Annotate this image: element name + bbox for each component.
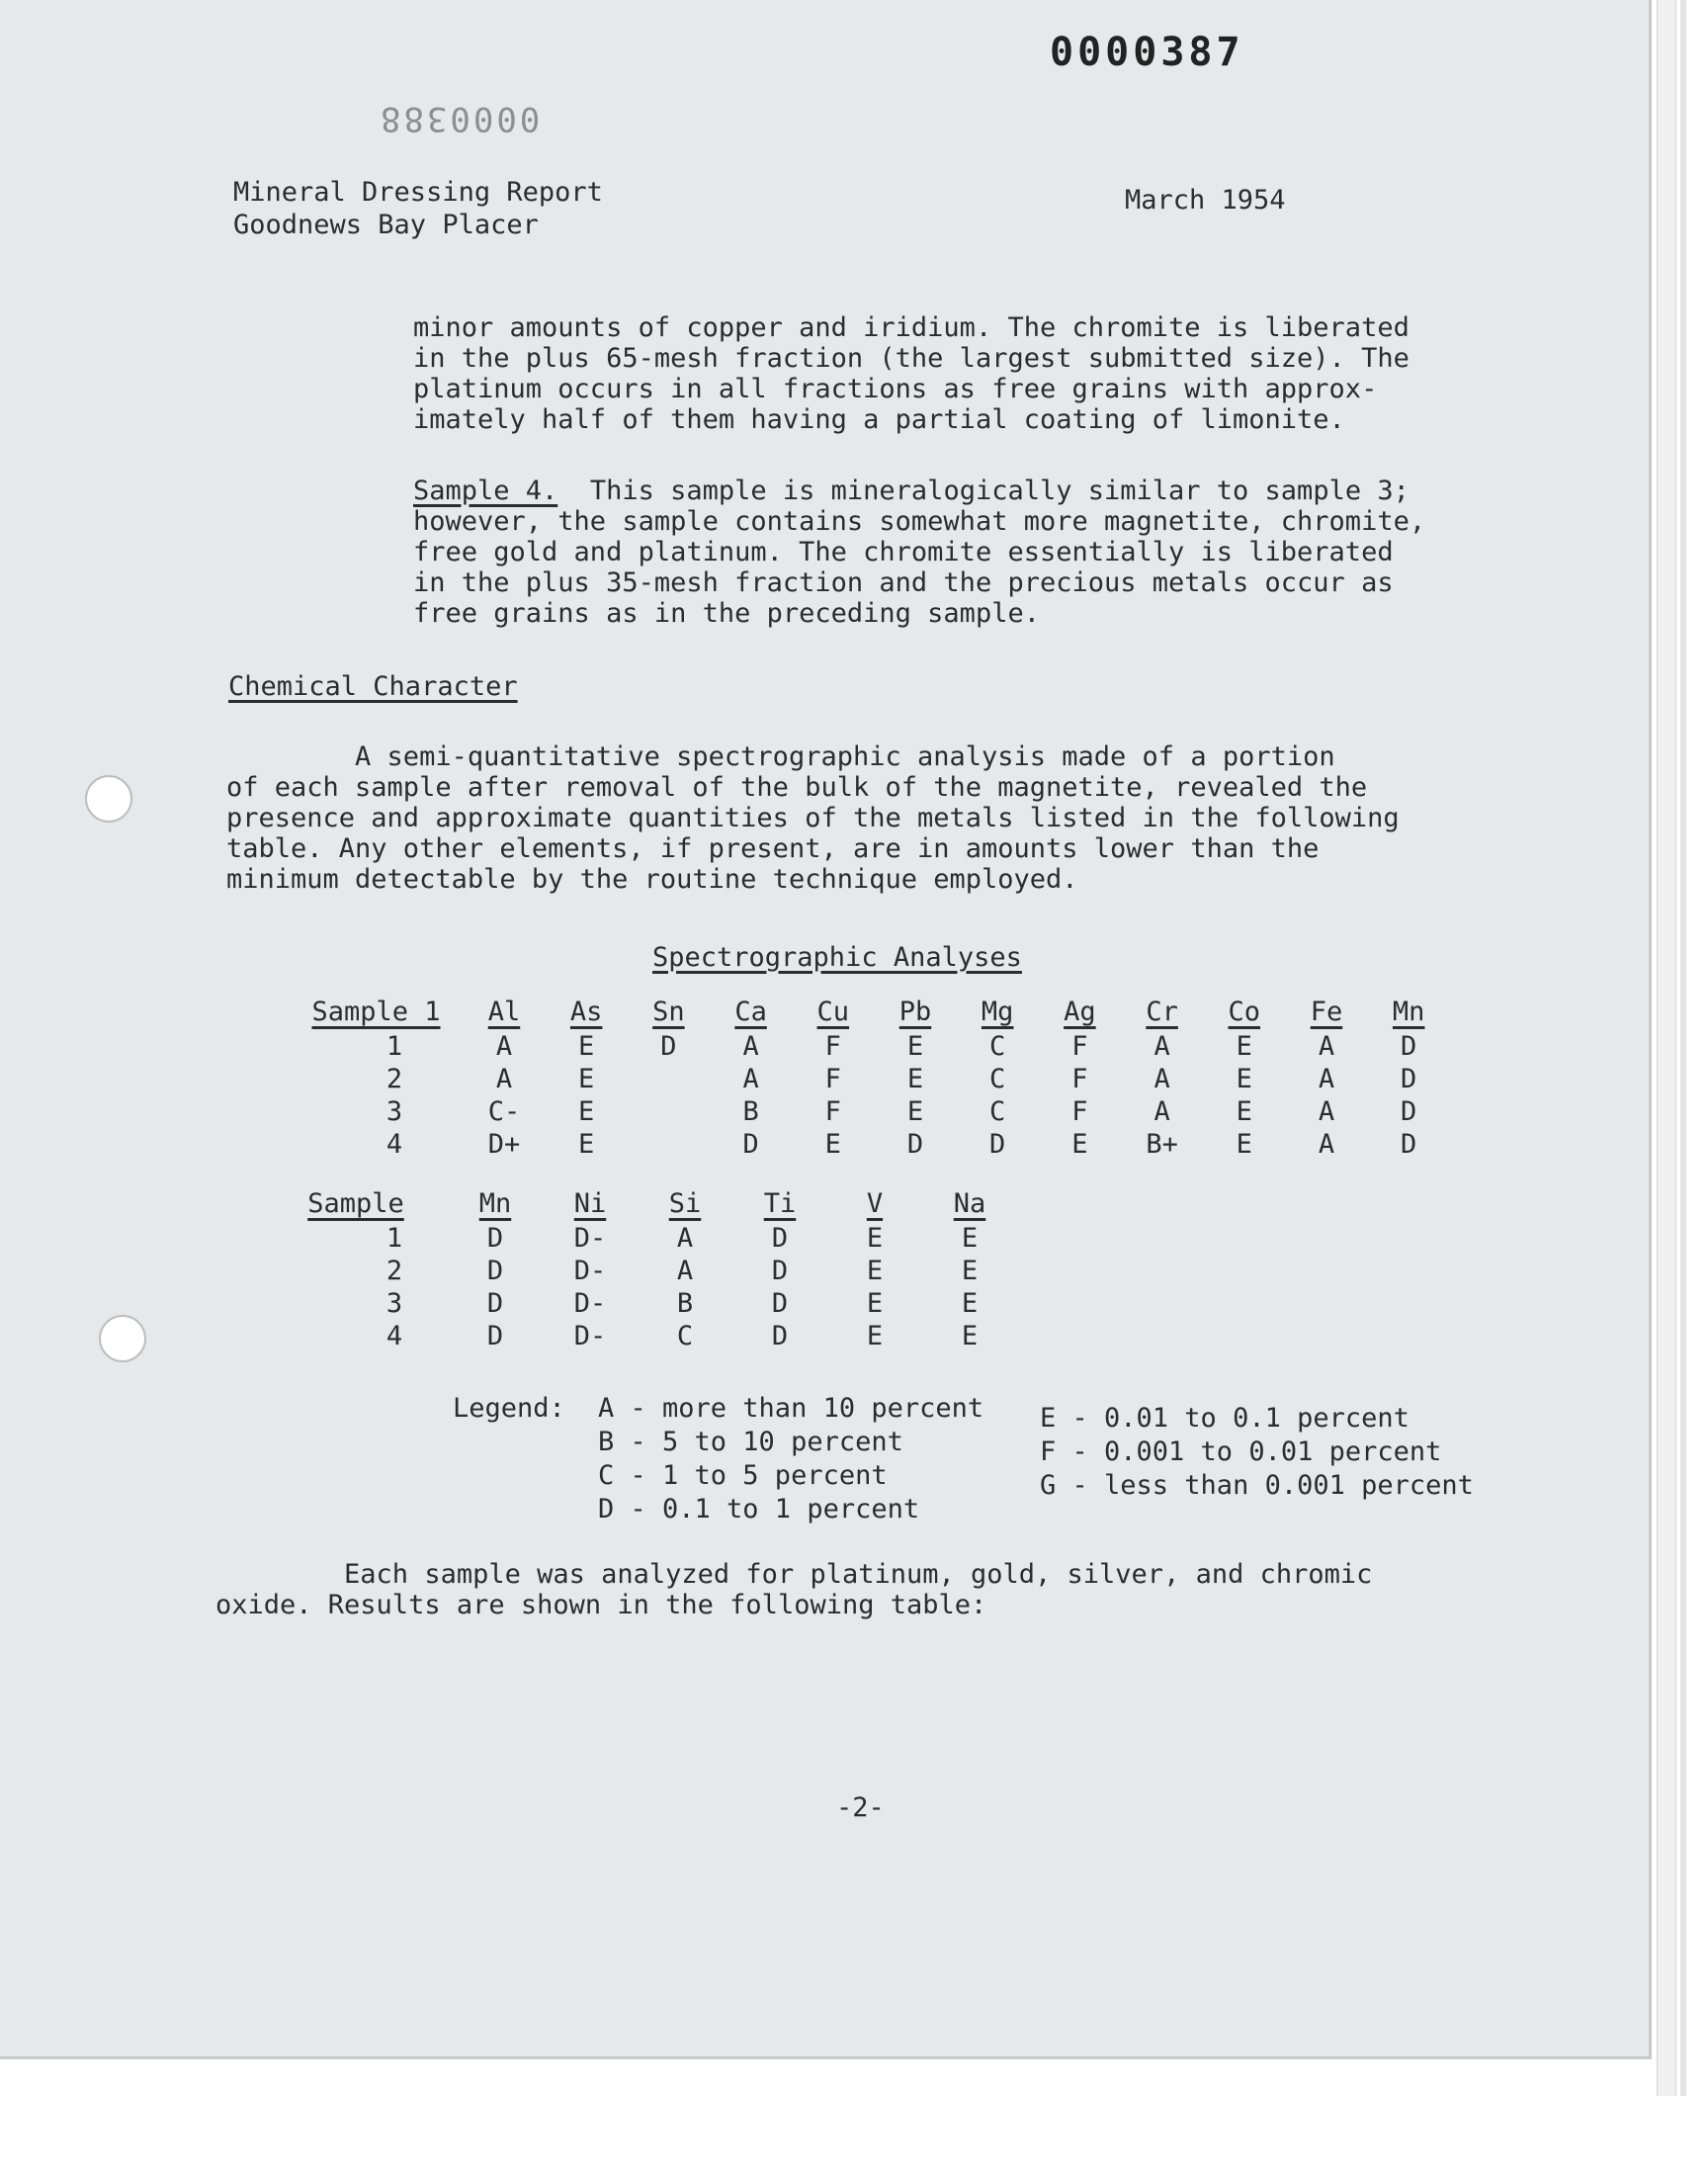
table2-cell: D (771, 1256, 789, 1286)
table2-cell: E (961, 1223, 979, 1254)
table1-cell: E (1236, 1031, 1252, 1062)
table2-cell: D- (573, 1288, 607, 1319)
sample4-paragraph (413, 476, 1425, 629)
table1-cell: E (578, 1129, 595, 1160)
table1-cell: B+ (1146, 1129, 1178, 1160)
table1-cell: A (1153, 1031, 1170, 1062)
table1-cell: D (1401, 1031, 1417, 1062)
table1-sample-number: 4 (385, 1129, 403, 1160)
sample4-label: Sample 4. (413, 476, 558, 506)
table2-sample-number: 2 (385, 1256, 403, 1286)
table2-cell: D (771, 1288, 789, 1319)
table2-cell: A (676, 1223, 694, 1254)
table1-header-al: Al (487, 997, 521, 1027)
table1-header-mg: Mg (981, 997, 1014, 1027)
table2-cell: E (866, 1223, 884, 1254)
table2-header-mn: Mn (478, 1188, 512, 1219)
table1-cell: A (1318, 1129, 1335, 1160)
legend-left-4: D - 0.1 to 1 percent (598, 1494, 920, 1524)
table2-sample-number: 3 (385, 1288, 403, 1319)
page-edge-shadow (1680, 0, 1686, 2096)
table2-cell: D- (573, 1223, 607, 1254)
table1-cell: E (906, 1064, 924, 1094)
table1-cell: C- (487, 1096, 521, 1127)
page-edge (1657, 0, 1676, 2096)
table1-cell: A (1318, 1064, 1335, 1094)
table1-cell: C (989, 1031, 1006, 1062)
table1-cell: A (1318, 1031, 1335, 1062)
table1-cell: D (660, 1031, 677, 1062)
table1-cell: A (1153, 1064, 1170, 1094)
table1-cell: D (1401, 1096, 1417, 1127)
table2-cell: D (771, 1321, 789, 1351)
table1-cell: A (495, 1031, 513, 1062)
table-title: Spectrographic Analyses (652, 942, 1022, 973)
legend-left-3: C - 1 to 5 percent (598, 1460, 888, 1491)
table1-cell: F (824, 1031, 841, 1062)
table1-cell: A (1153, 1096, 1170, 1127)
table1-header-co: Co (1228, 997, 1261, 1027)
chemical-paragraph: A semi-quantitative spectrographic analysis made of a portion of each sample after removal of the bulk of the magnetite, revealed the presence and approximate quantities of the metals listed in the following table. Any other elements, if present, are in amounts lower than the minimum detectable by the routine technique employed. (226, 741, 1400, 895)
table1-header-mn: Mn (1392, 997, 1425, 1027)
table1-header-sn: Sn (652, 997, 685, 1027)
table1-cell: F (1071, 1064, 1088, 1094)
section-heading: Chemical Character (228, 671, 518, 702)
table1-header-cr: Cr (1146, 997, 1178, 1027)
legend-left-1: A - more than 10 percent (598, 1393, 984, 1424)
table2-cell: C (676, 1321, 694, 1351)
table2-cell: E (866, 1256, 884, 1286)
table1-cell: D+ (487, 1129, 521, 1160)
table1-cell: E (578, 1064, 595, 1094)
table1-header-fe: Fe (1310, 997, 1343, 1027)
table1-cell: D (989, 1129, 1006, 1160)
table2-sample-number: 1 (385, 1223, 403, 1254)
table1-cell: E (906, 1031, 924, 1062)
table2-cell: D (486, 1321, 504, 1351)
report-subtitle: Goodnews Bay Placer (233, 210, 539, 240)
table1-cell: F (1071, 1031, 1088, 1062)
table1-cell: D (906, 1129, 924, 1160)
table1-cell: A (1318, 1096, 1335, 1127)
table1-cell: E (1236, 1096, 1252, 1127)
punch-hole (99, 1315, 146, 1362)
table1-cell: D (1401, 1064, 1417, 1094)
table2-cell: D (486, 1223, 504, 1254)
table1-cell: B (742, 1096, 759, 1127)
table1-cell: C (989, 1064, 1006, 1094)
legend-label: Legend: (453, 1393, 565, 1424)
table1-cell: A (495, 1064, 513, 1094)
table1-header-pb: Pb (898, 997, 932, 1027)
table2-cell: E (961, 1321, 979, 1351)
table1-cell: A (742, 1031, 759, 1062)
table2-sample-number: 4 (385, 1321, 403, 1351)
page-number: -2- (836, 1792, 885, 1823)
table1-header-ag: Ag (1064, 997, 1096, 1027)
legend-left-2: B - 5 to 10 percent (598, 1427, 903, 1457)
table1-sample-number: 1 (385, 1031, 403, 1062)
table1-cell: E (906, 1096, 924, 1127)
table1-cell: C (989, 1096, 1006, 1127)
table1-cell: F (824, 1096, 841, 1127)
table1-cell: E (578, 1031, 595, 1062)
table2-header-ni: Ni (573, 1188, 607, 1219)
legend-right-1: E - 0.01 to 0.1 percent (1040, 1403, 1409, 1434)
table2-header-ti: Ti (763, 1188, 797, 1219)
table1-sample-number: 2 (385, 1064, 403, 1094)
closing-paragraph: Each sample was analyzed for platinum, gold, silver, and chromic oxide. Results are shown in the following table: (215, 1559, 1373, 1620)
table1-header-ca: Ca (734, 997, 767, 1027)
punch-hole (85, 775, 132, 823)
table1-cell: D (1401, 1129, 1417, 1160)
bleed-through-number: 0000388 (378, 99, 541, 138)
sample4-text: This sample is mineralogically similar to sample 3; however, the sample contains somewhat more magnetite, chromite, free gold and platinum. The chromite essentially is liberated in the plus 35-mesh fraction and the precious metals occur as free grains as in the preceding sample. (413, 476, 1426, 629)
table2-cell: D- (573, 1321, 607, 1351)
table2-cell: A (676, 1256, 694, 1286)
table2-header-v: V (866, 1188, 884, 1219)
table2-cell: E (866, 1321, 884, 1351)
table2-cell: D (486, 1288, 504, 1319)
table1-cell: E (1236, 1129, 1252, 1160)
table1-header-as: As (569, 997, 603, 1027)
table1-sample-header: Sample 1 (311, 997, 441, 1027)
table2-header-na: Na (953, 1188, 986, 1219)
table2-cell: E (961, 1288, 979, 1319)
table2-cell: E (866, 1288, 884, 1319)
report-title: Mineral Dressing Report (233, 177, 603, 208)
table2-cell: B (676, 1288, 694, 1319)
document-number: 0000387 (1050, 30, 1244, 75)
table1-sample-number: 3 (385, 1096, 403, 1127)
table2-cell: D (771, 1223, 789, 1254)
legend-right-3: G - less than 0.001 percent (1040, 1470, 1474, 1501)
table1-cell: E (578, 1096, 595, 1127)
intro-paragraph: minor amounts of copper and iridium. The chromite is liberated in the plus 65-mesh fraction (the largest submitted size). The platinum occurs in all fractions as free grains with approx- imately half of them having a partial coating of limonite. (413, 312, 1409, 435)
table1-cell: A (742, 1064, 759, 1094)
table2-header-si: Si (668, 1188, 702, 1219)
table1-cell: E (824, 1129, 841, 1160)
legend-right-2: F - 0.001 to 0.01 percent (1040, 1436, 1442, 1467)
table1-header-cu: Cu (816, 997, 850, 1027)
table1-cell: D (742, 1129, 759, 1160)
table1-cell: F (824, 1064, 841, 1094)
table1-cell: F (1071, 1096, 1088, 1127)
report-date: March 1954 (1125, 185, 1286, 216)
table2-sample-header: Sample (307, 1188, 404, 1219)
table1-cell: E (1236, 1064, 1252, 1094)
table2-cell: E (961, 1256, 979, 1286)
table1-cell: E (1071, 1129, 1088, 1160)
table2-cell: D (486, 1256, 504, 1286)
table2-cell: D- (573, 1256, 607, 1286)
